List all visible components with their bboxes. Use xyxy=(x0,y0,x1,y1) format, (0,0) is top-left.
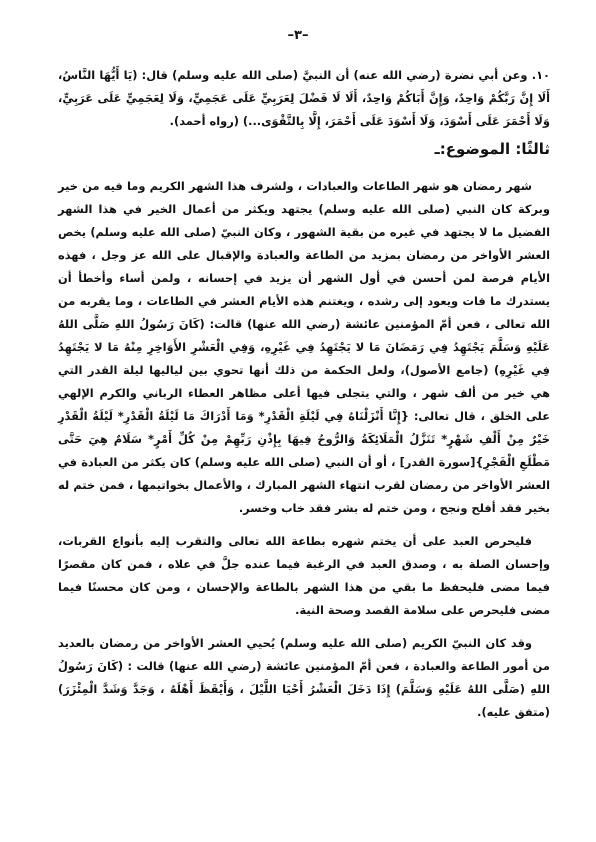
page-number: –٣– xyxy=(287,28,309,43)
body-paragraph-3: وقد كان النبيّ الكريم (صلى الله عليه وسلم) يُحيي العشر الأواخر من رمضان بالعديد من أمور الطاعة والعبادة ، فعن أمّ المؤمنين عائشة (رضي الله عنها) قالت : (كَانَ رَسُولُ اللهِ (صَلَّى اللهُ عَلَيْهِ وَسَلَّمَ) إِذَا دَخَلَ الْعَشْرُ أَحْيَا اللَّيْلَ ، وَأَيْقَظَ أَهْلَهُ ، وَجَدَّ وَشَدَّ الْمِئْزَرَ) (متفق عليه). xyxy=(58,636,550,719)
body-paragraph-2: فليحرص العبد على أن يختم شهره بطاعة الله تعالى والتقرب إليه بأنواع القربات، وإحسان الصلة به ، وصدق العبد في الرغبة فيما عنده جلَّ في علاه ، فمن كان مقصرًا فيما مضى فليحفظ ما بقي من هذا الشهر بالطاعة والإحسان ، ومن كان محسنًا فيما مضى فليحرص على سلامة القصد وصحة النية. xyxy=(58,534,550,617)
hadith-paragraph: ١٠. وعن أبي نضرة (رضي الله عنه) أن النبيَّ (صلى الله عليه وسلم) قال: (يَا أَيُّهَا النَّاسُ، أَلَا إِنَّ رَبَّكُمْ وَاحِدٌ، وَإِنَّ أَبَاكُمْ وَاحِدٌ، أَلَا لَا فَضْلَ لِعَرَبِيٍّ عَلَى عَجَمِيٍّ، وَلَا لِعَجَمِيٍّ عَلَى عَرَبِيٍّ، وَلَا أَحْمَرَ عَلَى أَسْوَدَ، وَلَا أَسْوَدَ عَلَى أَحْمَرَ، إِلَّا بِالتَّقْوَى...) (رواه أحمد). xyxy=(58,68,550,128)
document-body xyxy=(58,64,550,728)
section-heading: ثالثًا: الموضوع:ـ xyxy=(434,140,550,158)
body-paragraph-1: شهر رمضان هو شهر الطاعات والعبادات ، ولشرف هذا الشهر الكريم وما فيه من خير وبركة كان النبي (صلى الله عليه وسلم) يجتهد ويكثر من أعمال الخير في هذا الشهر الفضيل ما لا يجتهد في غيره من بقية الشهور ، وكان النبيّ (صلى الله عليه وسلم) يخص العشر الأواخر من رمضان بمزيد من الطاعة والعبادة والإقبال على الله عز وجل ، فهذه الأيام فرصة لمن أحسن في أول الشهر أن يزيد في إحسانه ، ولمن أساء وأخطأ أن يستدرك ما فات ويعود إلى رشده ، ويغتنم هذه الأيام العشر في الطاعات ، وما يقربه من الله تعالى ، فعن أمّ المؤمنين عائشة (رضي الله عنها) قالت: (كَانَ رَسُولُ اللهِ صَلَّى اللهُ عَلَيْهِ وَسَلَّمَ يَجْتَهِدُ فِي رَمَضَانَ مَا لا يَجْتَهِدُ فِي غَيْرِهِ، وَفِي الْعَشْرِ الأَوَاخِرِ مِنْهُ مَا لا يَجْتَهِدُ فِي غَيْرِهِ) (جامع الأصول)، ولعل الحكمة من ذلك أنها تحوي بين لياليها ليلة القدر التي هي خير من ألف شهر ، والتي يتجلى فيها أعلى مظاهر العطاء الرباني والكرم الإلهي على الخلق ، قال تعالى: {إِنَّا أَنْزَلْنَاهُ فِي لَيْلَةِ الْقَدْرِ* وَمَا أَدْرَاكَ مَا لَيْلَةُ الْقَدْرِ* لَيْلَةُ الْقَدْرِ خَيْرٌ مِنْ أَلْفِ شَهْرٍ* تَنَزَّلُ الْمَلَائِكَةُ وَالرُّوحُ فِيهَا بِإِذْنِ رَبِّهِمْ مِنْ كُلِّ أَمْرٍ* سَلَامٌ هِيَ حَتَّى مَطْلَعِ الْفَجْرِ}[سورة القدر] ، أو أن النبي (صلى الله عليه وسلم) كان يكثر من العبادة في العشر الأواخر من رمضان لقرب انتهاء الشهر المبارك ، والأعمال بخواتيمها ، فمن ختم له بخير فقد أفلح ونجح ، ومن ختم له بشر فقد خاب وخسر. xyxy=(58,179,550,515)
